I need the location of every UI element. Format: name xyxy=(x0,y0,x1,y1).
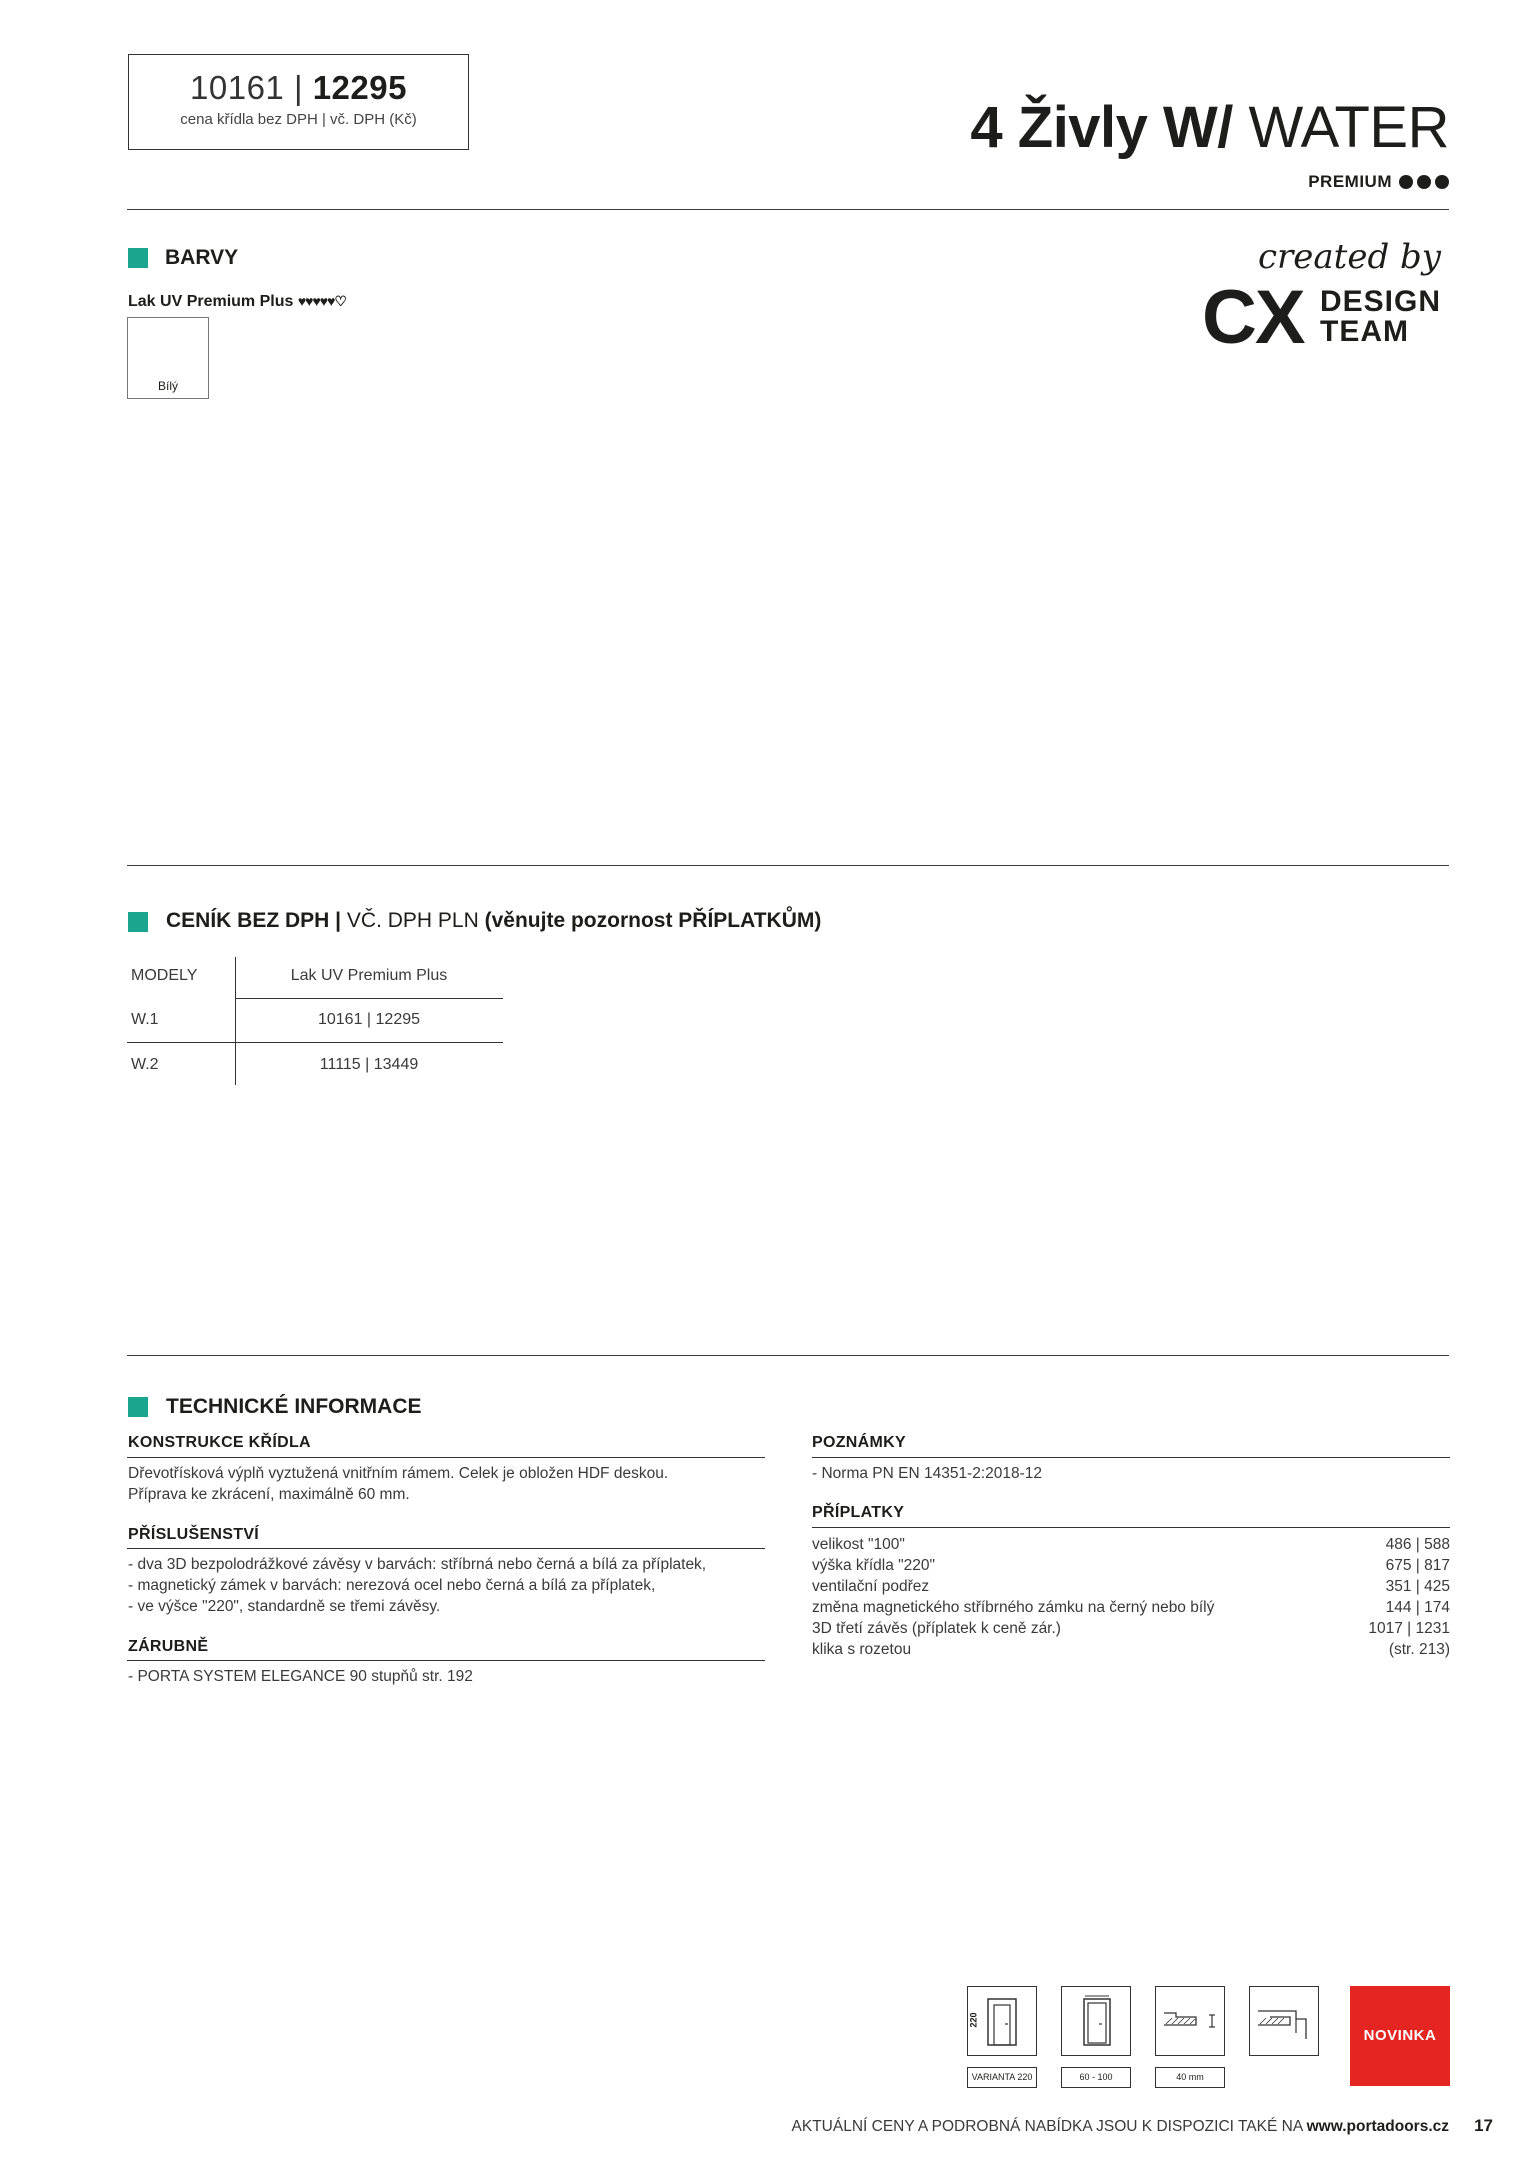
price-line xyxy=(129,69,468,107)
price-caption: cena křídla bez DPH | vč. DPH (Kč) xyxy=(180,111,417,128)
door-width-icon xyxy=(1061,1986,1131,2056)
accessories-title: PŘÍSLUŠENSTVÍ xyxy=(128,1526,260,1543)
colors-section-title: BARVY xyxy=(165,246,239,269)
subsection-rule xyxy=(127,1457,765,1458)
surcharge-value: (str. 213) xyxy=(1388,1641,1450,1658)
finish-name: Lak UV Premium Plus xyxy=(128,293,294,310)
logo-created-by: created by xyxy=(1257,237,1441,277)
notes-text xyxy=(812,1463,1042,1484)
subsection-rule xyxy=(812,1527,1450,1528)
logo-cx: CX xyxy=(1202,275,1304,360)
price-net: 10161 xyxy=(190,69,285,106)
product-title-light: WATER xyxy=(1232,95,1449,160)
tech-section-title: TECHNICKÉ INFORMACE xyxy=(166,1395,422,1418)
footer-text xyxy=(792,2118,1449,2136)
surcharge-label: výška křídla "220" xyxy=(812,1557,936,1574)
subsection-rule xyxy=(812,1457,1450,1458)
table-row-model: W.2 xyxy=(131,1056,159,1073)
construction-line: Příprava ke zkrácení, maximálně 60 mm. xyxy=(128,1486,410,1503)
premium-label: PREMIUM xyxy=(1308,172,1392,191)
notes-title: POZNÁMKY xyxy=(812,1434,906,1451)
divider xyxy=(127,1355,1449,1356)
pricing-section-title xyxy=(166,909,821,933)
divider xyxy=(127,209,1449,210)
surcharge-row xyxy=(812,1620,1450,1638)
logo-design: DESIGN xyxy=(1320,285,1442,318)
accessories-line: - magnetický zámek v barvách: nerezová ocel nebo černá a bílá za příplatek, xyxy=(128,1577,656,1594)
construction-line: Dřevotřísková výplň vyztužená vnitřním rámem. Celek je obložen HDF deskou. xyxy=(128,1465,669,1482)
frames-title: ZÁRUBNĚ xyxy=(128,1638,209,1655)
table-rule xyxy=(236,998,503,999)
surcharge-label: 3D třetí závěs (příplatek k ceně zár.) xyxy=(812,1620,1061,1637)
construction-title: KONSTRUKCE KŘÍDLA xyxy=(128,1434,311,1451)
finish-label xyxy=(128,293,346,311)
surcharge-row xyxy=(812,1641,1450,1659)
table-row-price: 11115 | 13449 xyxy=(319,1056,419,1073)
price-separator: | xyxy=(293,69,304,106)
surcharge-value: 144 | 174 xyxy=(1385,1599,1450,1616)
table-header-models: MODELY xyxy=(131,967,198,984)
table-row-price: 10161 | 12295 xyxy=(317,1011,421,1028)
section-marker-icon xyxy=(128,1397,148,1417)
icon-caption: VARIANTA 220 xyxy=(967,2067,1037,2088)
section-marker-icon xyxy=(128,248,148,268)
price-gross: 12295 xyxy=(312,69,407,106)
table-column-rule xyxy=(235,957,236,1085)
table-rule xyxy=(127,1042,503,1043)
surcharge-label: velikost "100" xyxy=(812,1536,905,1553)
price-box xyxy=(128,54,469,150)
surcharge-label: klika s rozetou xyxy=(812,1641,912,1658)
pricing-title-note: (věnujte pozornost PŘÍPLATKŮM) xyxy=(484,909,822,932)
surcharge-label: změna magnetického stříbrného zámku na černý nebo bílý xyxy=(812,1599,1215,1616)
logo-team: TEAM xyxy=(1320,315,1409,348)
door-220-icon xyxy=(967,1986,1037,2056)
frames-text xyxy=(128,1666,473,1687)
swatch-label: Bílý xyxy=(157,379,178,393)
surcharge-value: 1017 | 1231 xyxy=(1368,1620,1450,1637)
divider xyxy=(127,865,1449,866)
pricing-title-bold: CENÍK BEZ DPH | xyxy=(166,909,342,932)
surcharge-row xyxy=(812,1599,1450,1617)
door-frame-icon xyxy=(1249,1986,1319,2056)
icon-caption: 60 - 100 xyxy=(1061,2067,1131,2088)
premium-dot-icon xyxy=(1399,175,1413,189)
surcharge-value: 675 | 817 xyxy=(1385,1557,1450,1574)
footer-note: AKTUÁLNÍ CENY A PODROBNÁ NABÍDKA JSOU K DISPOZICI TAKÉ NA xyxy=(791,2118,1307,2135)
table-header-finish: Lak UV Premium Plus xyxy=(290,967,448,984)
new-badge: NOVINKA xyxy=(1350,1986,1450,2086)
pricing-title-normal: VČ. DPH PLN xyxy=(341,909,485,932)
accessories-line: - ve výšce "220", standardně se třemi závěsy. xyxy=(128,1598,441,1615)
frames-line: - PORTA SYSTEM ELEGANCE 90 stupňů str. 192 xyxy=(128,1668,473,1685)
color-swatch[interactable] xyxy=(127,317,209,399)
notes-line: - Norma PN EN 14351-2:2018-12 xyxy=(812,1465,1043,1482)
premium-dot-icon xyxy=(1417,175,1431,189)
page-number: 17 xyxy=(1474,2116,1493,2135)
section-marker-icon xyxy=(128,912,148,932)
accessories-text xyxy=(128,1554,706,1617)
subsection-rule xyxy=(127,1660,765,1661)
product-title xyxy=(970,94,1449,161)
subsection-rule xyxy=(127,1548,765,1549)
premium-rating xyxy=(1308,172,1449,192)
table-row-model: W.1 xyxy=(131,1011,159,1028)
premium-dot-icon xyxy=(1435,175,1449,189)
surcharge-value: 351 | 425 xyxy=(1385,1578,1450,1595)
surcharges-title: PŘÍPLATKY xyxy=(812,1504,905,1521)
construction-text xyxy=(128,1463,668,1505)
product-title-bold: 4 Živly W/ xyxy=(970,95,1233,160)
door-thickness-icon xyxy=(1155,1986,1225,2056)
rating-hearts-icon: ♥♥♥♥♥♡ xyxy=(297,293,346,309)
door-height-label: 220 xyxy=(968,2012,979,2028)
accessories-line: - dva 3D bezpolodrážkové závěsy v barvách: stříbrná nebo černá a bílá za příplatek, xyxy=(128,1556,707,1573)
surcharge-value: 486 | 588 xyxy=(1385,1536,1450,1553)
surcharge-row xyxy=(812,1578,1450,1596)
footer-url[interactable]: www.portadoors.cz xyxy=(1306,2118,1449,2135)
icon-caption: 40 mm xyxy=(1155,2067,1225,2088)
surcharge-label: ventilační podřez xyxy=(812,1578,930,1595)
surcharge-row xyxy=(812,1557,1450,1575)
surcharge-row xyxy=(812,1536,1450,1554)
